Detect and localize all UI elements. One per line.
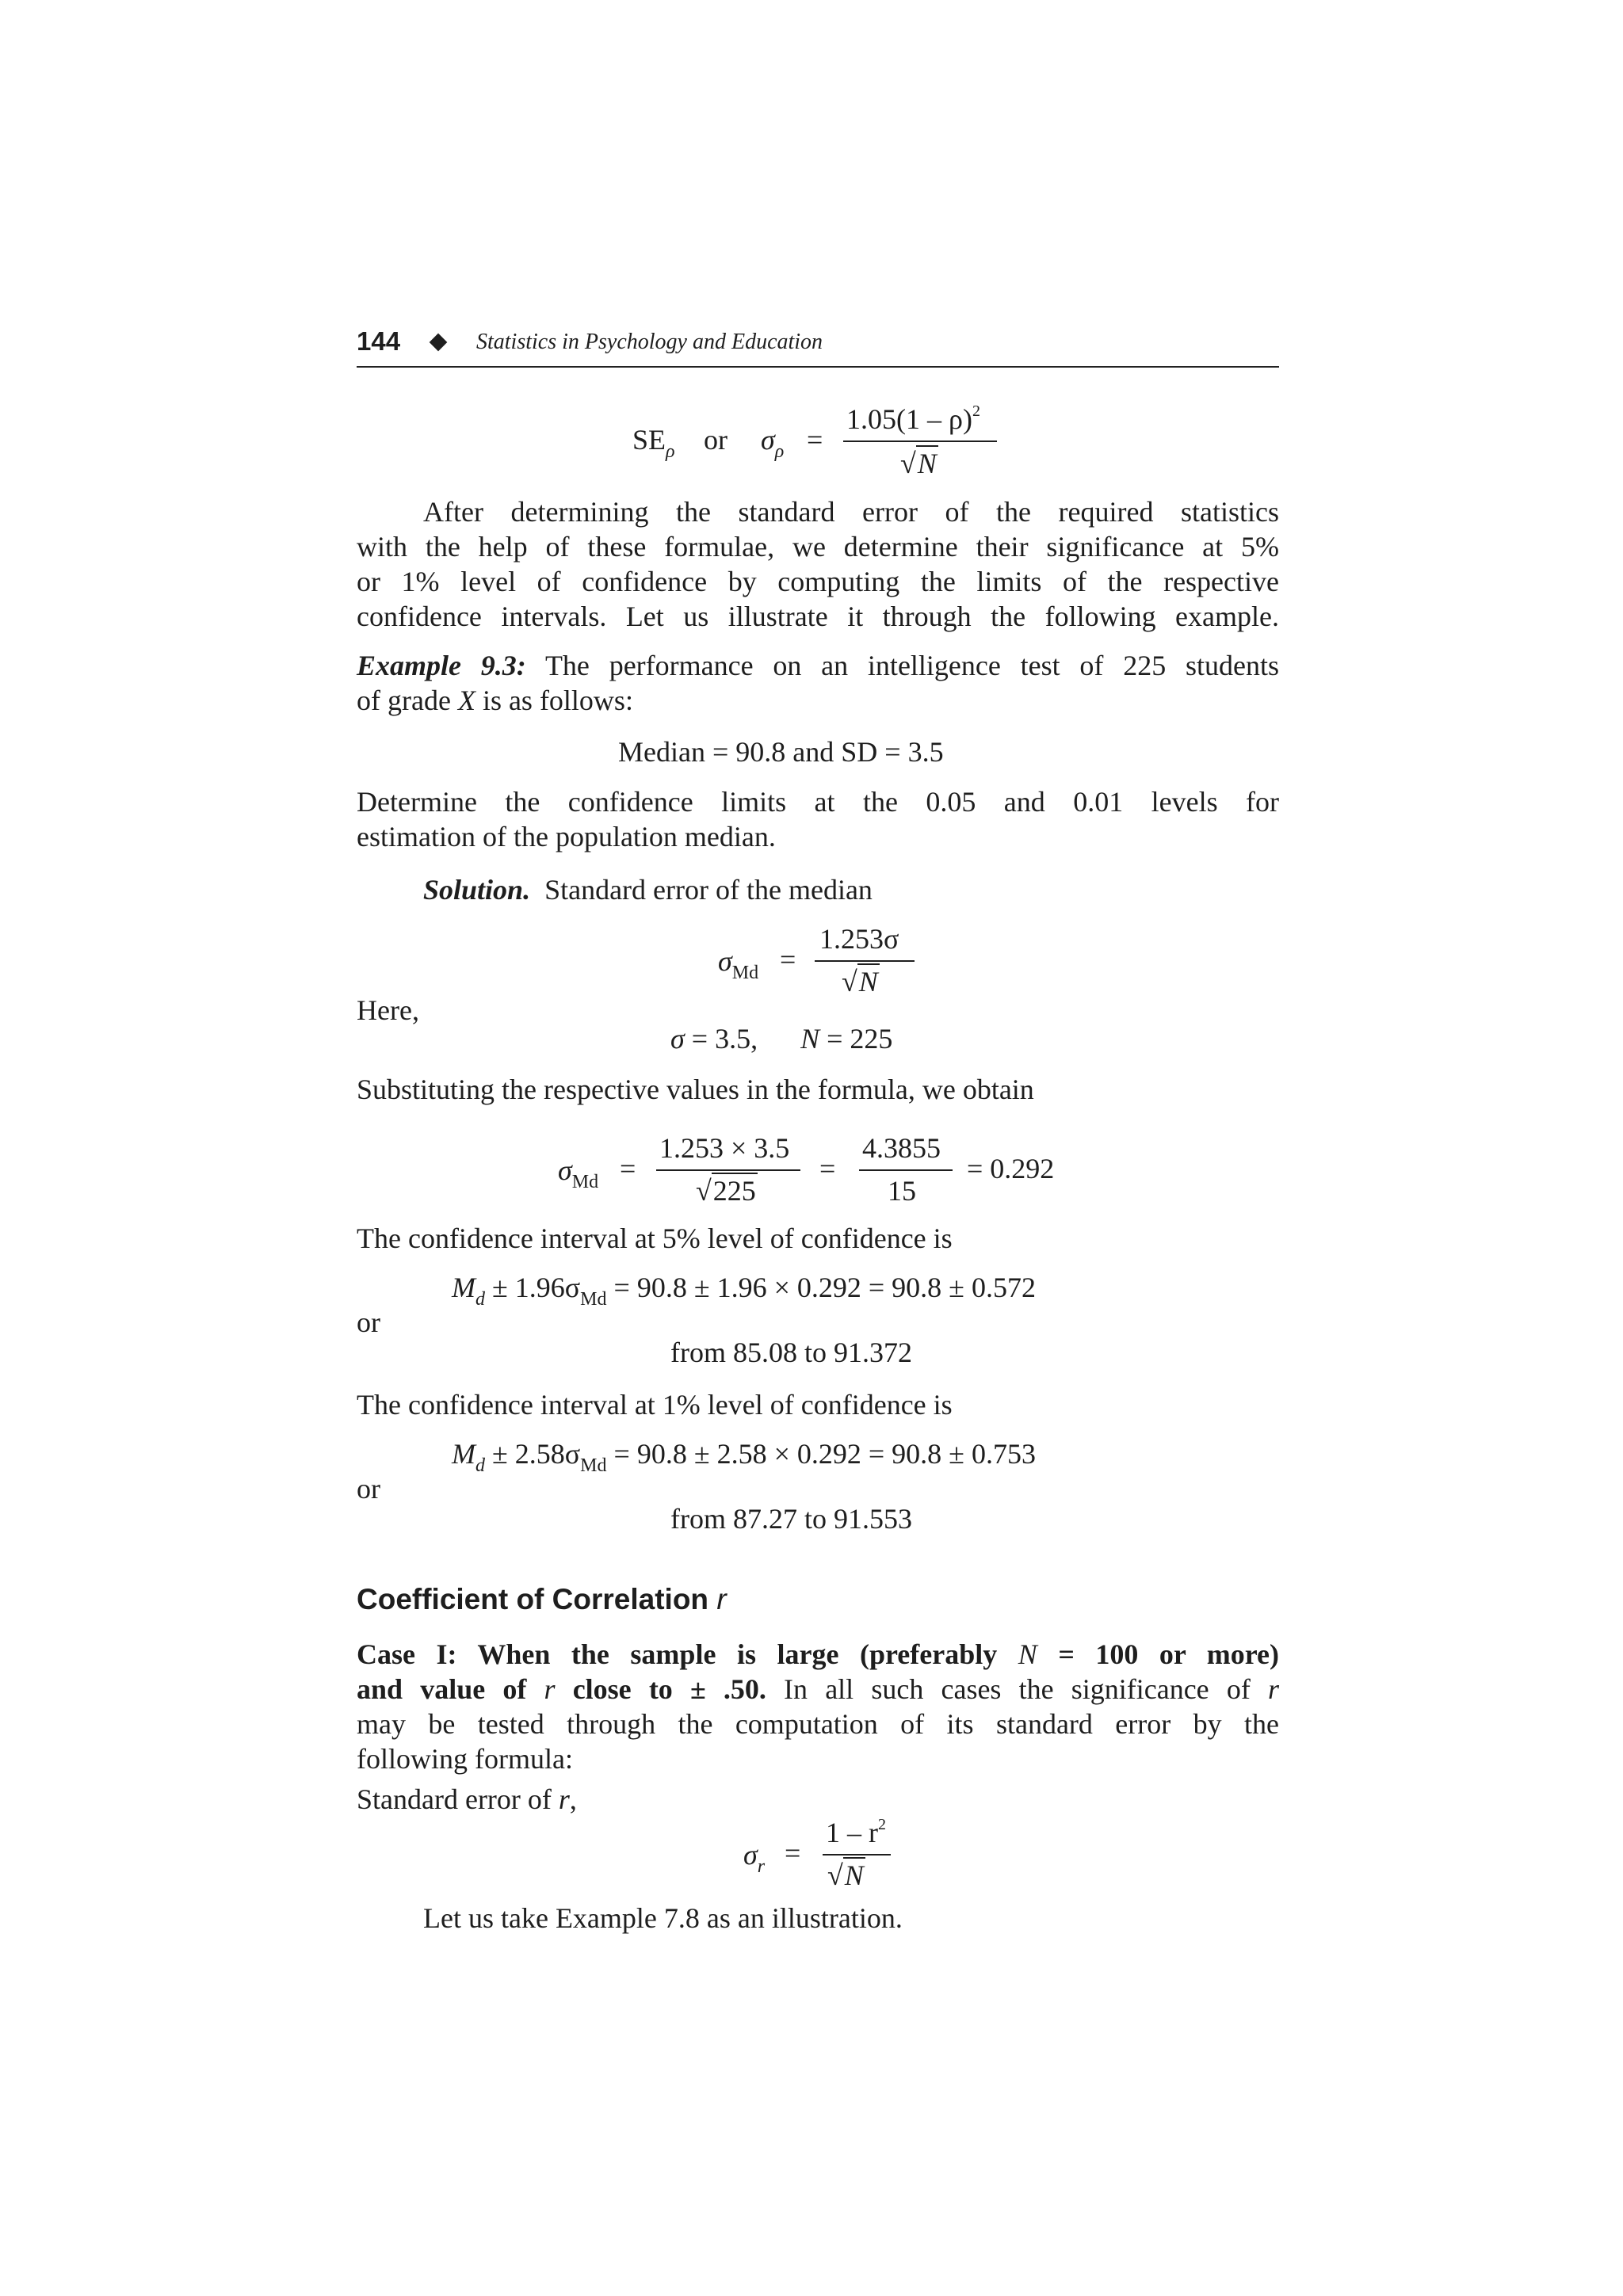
case-paragraph: Case I: When the sample is large (preferably N = 100 or more) and value of r close to ± .50. In all such cases the significance of r may be tested through the computation of its standard error by the following formula: [357,1638,1280,1775]
ci5-intro: The confidence interval at 5% level of confidence is [357,1222,953,1254]
page-number: 144 [357,326,401,356]
here-label: Here, [357,994,419,1026]
diamond-icon [430,334,448,352]
example-label: Example 9.3: [357,650,526,681]
solution-line: Solution. Standard error of the median [423,874,873,906]
example-block: Example 9.3: The performance on an intelligence test of 225 students of grade X is as follows: [357,650,1280,716]
book-title: Statistics in Psychology and Education [476,330,823,354]
ci1-equation: $M_d \pm 2.58\sigma_{Md} = 90.8 \pm 2.58 \times 0.292 = 90.8 \pm 0.753$ [452,1438,1036,1476]
running-header [357,317,1279,368]
given-sigma-n: σ = 3.5, N = 225 [670,1023,893,1055]
ci1-intro: The confidence interval at 1% level of confidence is [357,1389,953,1421]
closing-sentence: Let us take Example 7.8 as an illustration. [423,1902,903,1934]
or-label-2: or [357,1473,380,1505]
intro-paragraph: After determining the standard error of the required statistics with the help of these formulae, we determine their significance at 5% or 1% level of confidence by computing the limits of the respective confidence intervals. Let us illustrate it through the following example. [357,496,1279,632]
given-values: Median = 90.8 and SD = 3.5 [618,736,944,768]
task-text: Determine the confidence limits at the 0.05 and 0.01 levels for estimation of the population median. [357,786,1279,852]
ci5-equation: $M_d \pm 1.96\sigma_{Md} = 90.8 \pm 1.96 \times 0.292 = 90.8 \pm 0.572$ [452,1272,1036,1310]
ci1-range: from 87.27 to 91.553 [670,1503,912,1535]
substitution-text: Substituting the respective values in the formula, we obtain [357,1074,1034,1105]
se-label: Standard error of r, [357,1783,577,1815]
section-heading: Coefficient of Correlation r [357,1583,727,1615]
or-label-1: or [357,1306,380,1338]
ci5-range: from 85.08 to 91.372 [670,1337,912,1368]
